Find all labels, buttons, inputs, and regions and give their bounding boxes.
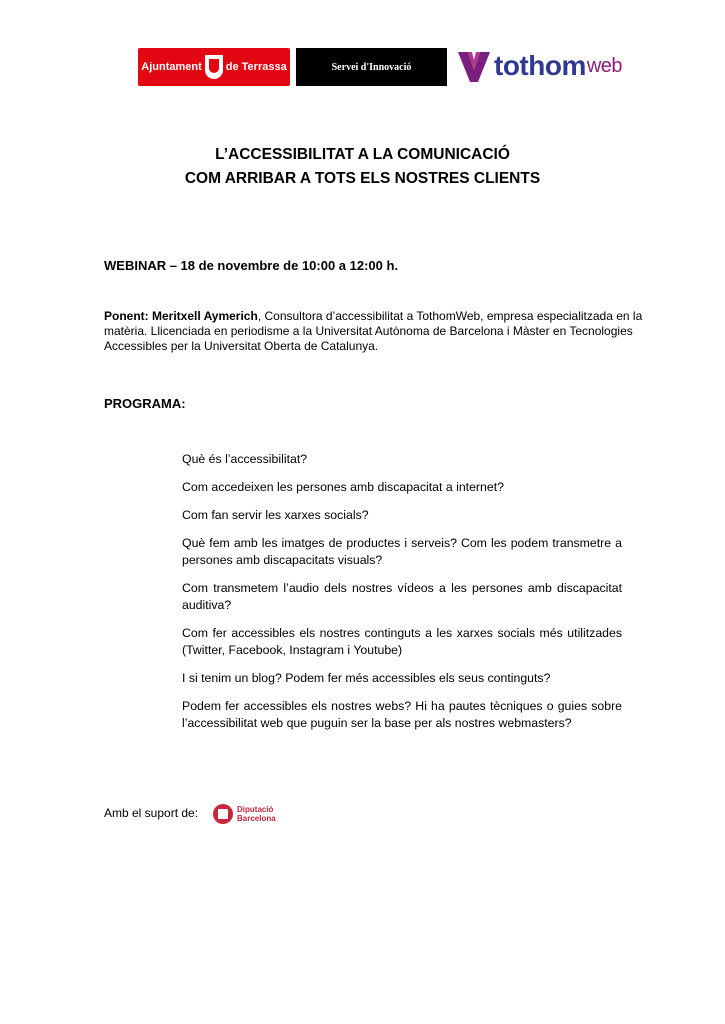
speaker-bio: , Consultora d’accessibilitat a TothomWeb, empresa especialitzada en la matèria. Llicenciada en periodisme a la Universitat Autònoma de Barcelona i Màster en Tecnologies Accessibles per la Universitat Oberta de Catalunya.: [104, 309, 643, 353]
diputacio-text: [237, 805, 276, 823]
title-line-2: COM ARRIBAR A TOTS ELS NOSTRES CLIENTS: [184, 170, 541, 187]
title-line-1: L’ACCESSIBILITAT A LA COMUNICACIÓ: [215, 146, 510, 163]
list-item: Com fan servir les xarxes socials?: [182, 508, 369, 522]
list-item: Com fer accessibles els nostres continguts a les xarxes socials més utilitzades (Twitter, Facebook, Instagram i Youtube): [182, 626, 622, 657]
list-item: Podem fer accessibles els nostres webs? Hi ha pautes tècniques o guies sobre l’accessibilitat web que puguin ser la base per als nostres webmasters?: [182, 699, 622, 730]
innovacio-text: Servei d'Innovació: [331, 61, 412, 73]
speaker-label: Ponent: Meritxell Aymerich: [104, 309, 258, 323]
servei-innovacio-logo: [296, 48, 447, 86]
diputacio-line-1: Diputació: [237, 805, 274, 814]
speaker-paragraph: [104, 309, 644, 354]
programa-heading: PROGRAMA:: [104, 396, 186, 411]
programa-list: [182, 451, 622, 743]
list-item: Què és l’accessibilitat?: [182, 452, 308, 466]
coat-of-arms-icon: [205, 55, 223, 79]
list-item: Com transmetem l’audio dels nostres vídeos a les persones amb discapacitat auditiva?: [182, 581, 622, 612]
support-label: Amb el suport de:: [104, 806, 199, 820]
tothomweb-logo: [456, 46, 646, 86]
logo-text-left: Ajuntament: [141, 61, 202, 73]
document-title: [0, 143, 725, 191]
list-item: Com accedeixen les persones amb discapacitat a internet?: [182, 480, 504, 494]
list-item: Què fem amb les imatges de productes i serveis? Com les podem transmetre a persones amb discapacitats visuals?: [182, 536, 622, 567]
logo-text-right: de Terrassa: [225, 61, 287, 73]
tothomweb-mark-icon: [456, 48, 492, 84]
tothom-wordmark: tothom: [494, 50, 586, 81]
diputacio-emblem-icon: [213, 804, 233, 824]
web-wordmark: web: [586, 54, 623, 77]
diputacio-barcelona-logo: [213, 803, 293, 825]
list-item: I si tenim un blog? Podem fer més accessibles els seus continguts?: [182, 671, 551, 685]
diputacio-line-2: Barcelona: [237, 814, 276, 823]
ajuntament-terrassa-logo: [138, 48, 290, 86]
webinar-info: WEBINAR – 18 de novembre de 10:00 a 12:00 h.: [104, 258, 399, 273]
